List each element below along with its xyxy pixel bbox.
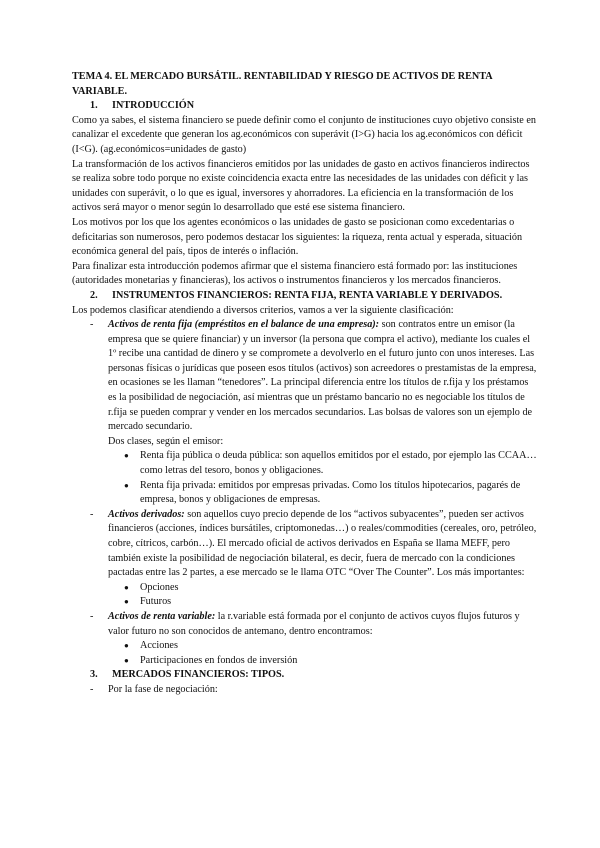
section-title: INTRODUCCIÓN: [112, 100, 195, 112]
bullet-item: ● Renta fija privada: emitidos por empresas privadas. Como los títulos hipotecarios, pagarés de empresa, bonos y obligaciones de empresas.: [108, 479, 538, 508]
paragraph: Para finalizar esta introducción podemos afirmar que el sistema financiero está formado por: las instituciones (autoridades monetarias y financieras), los activos o instrumentos financieros y los mercados financieros.: [72, 260, 518, 287]
term-label: Activos derivados:: [108, 508, 185, 520]
list-item: [72, 610, 538, 668]
paragraph: Dos clases, según el emisor:: [108, 435, 224, 447]
market-type-list: [72, 683, 538, 698]
paragraph: Los podemos clasificar atendiendo a diversos criterios, vamos a ver la siguiente clasificación:: [72, 304, 454, 316]
section-number: 3.: [90, 669, 98, 681]
bullet-list: [108, 639, 538, 668]
bullet-icon: ●: [124, 641, 129, 651]
paragraph: Los motivos por los que los agentes económicos o las unidades de gasto se posicionan como excedentarias o deficitarias son numerosos, pero podemos destacar los siguientes: la riqueza, renta actual y esperada, situación económica general del país, tipos de interés o inflación.: [72, 216, 523, 258]
list-item: - Por la fase de negociación:: [72, 683, 538, 698]
term-label: Activos de renta variable:: [108, 610, 216, 622]
section-number: 2.: [90, 289, 98, 301]
term-definition: son contratos entre un emisor (la empresa que se quiere financiar) y un inversor (la persona que compra el activo), mediante los cuales el 1º recibe una cantidad de dinero y se compromete a devolverlo en el futuro junto con unos intereses. Las personas físicas o jurídicas que poseen esos títulos (activos) son acreedores o prestamistas de la empresa, en ocasiones se les llaman “tenedores”. La principal diferencia entre los títulos de r.fija y los préstamos es la posibilidad de negociación, así mientras que un préstamo bancario no es negociable los títulos de r.fija se pueden comprar y vender en los mercados secundarios. Las bolsas de valores son un ejemplo de mercado secundario.: [108, 319, 537, 433]
bullet-item: ● Participaciones en fondos de inversión: [108, 654, 538, 669]
section-3-heading: [72, 668, 538, 683]
bullet-icon: ●: [124, 480, 129, 490]
bullet-item: ● Acciones: [108, 639, 538, 654]
bullet-list: [108, 449, 538, 507]
bullet-item: ● Renta fija pública o deuda pública: son aquellos emitidos por el estado, por ejemplo las CCAA… como letras del tesoro, bonos y obligaciones.: [108, 449, 538, 478]
term-definition: son aquellos cuyo precio depende de los “activos subyacentes”, pueden ser activos financieros (acciones, índices bursátiles, criptomonedas…) o reales/commodities (cereales, oro, petróleo, cobre, cítricos, carbón…). El mercado oficial de activos derivados en España se llama MEFF, pero también existe la posibilidad de negociación bilateral, es decir, fuera de mercado con la condiciones pactadas entre las 2 partes, a ese mercado se le llama OTC “Over The Counter”. Los más importantes:: [108, 508, 537, 579]
term-definition: la r.variable está formada por el conjunto de activos cuyos flujos futuros y valor futuro no son conocidos de antemano, dentro encontramos:: [108, 610, 520, 637]
bullet-icon: ●: [124, 451, 129, 461]
section-2-heading: [72, 289, 538, 304]
bullet-icon: ●: [124, 655, 129, 665]
bullet-icon: ●: [124, 597, 129, 607]
section-title: MERCADOS FINANCIEROS: TIPOS.: [112, 669, 285, 681]
section-title: INSTRUMENTOS FINANCIEROS: RENTA FIJA, RENTA VARIABLE Y DERIVADOS.: [112, 289, 503, 301]
list-item: [72, 318, 538, 508]
bullet-list: [108, 581, 538, 610]
document-title: TEMA 4. EL MERCADO BURSÁTIL. RENTABILIDAD Y RIESGO DE ACTIVOS DE RENTA VARIABLE.: [72, 71, 493, 97]
term-qualifier: (empréstitos en el balance de una empresa):: [192, 319, 380, 331]
dash-marker: -: [90, 319, 94, 331]
section-number: 1.: [90, 100, 98, 112]
paragraph: La transformación de los activos financieros emitidos por las unidades de gasto en activos financieros indirectos se realiza sobre todo porque no existe coincidencia exacta entre las necesidades de las unidades con déficit y las unidades con superávit, o lo que es igual, inversores y ahorradores. La eficiencia en la transformación de los activos será mayor o menor según lo desarrollado que esté ese sistema financiero.: [72, 158, 530, 214]
bullet-icon: ●: [124, 582, 129, 592]
dash-marker: -: [90, 683, 94, 695]
term-label: Activos de renta fija: [108, 319, 193, 331]
instrument-list: [72, 318, 538, 668]
list-item: [72, 508, 538, 610]
bullet-item: ● Opciones: [108, 581, 538, 596]
section-1-heading: [72, 99, 538, 114]
paragraph: Como ya sabes, el sistema financiero se puede definir como el conjunto de instituciones cuyo objetivo consiste en canalizar el excedente que generan los ag.económicos con superávit (I>G) hacia los ag.económicos con déficit (I<G). (ag.económicos=unidades de gasto): [72, 114, 536, 155]
dash-marker: -: [90, 610, 94, 622]
bullet-item: ● Futuros: [108, 595, 538, 610]
dash-marker: -: [90, 508, 94, 520]
